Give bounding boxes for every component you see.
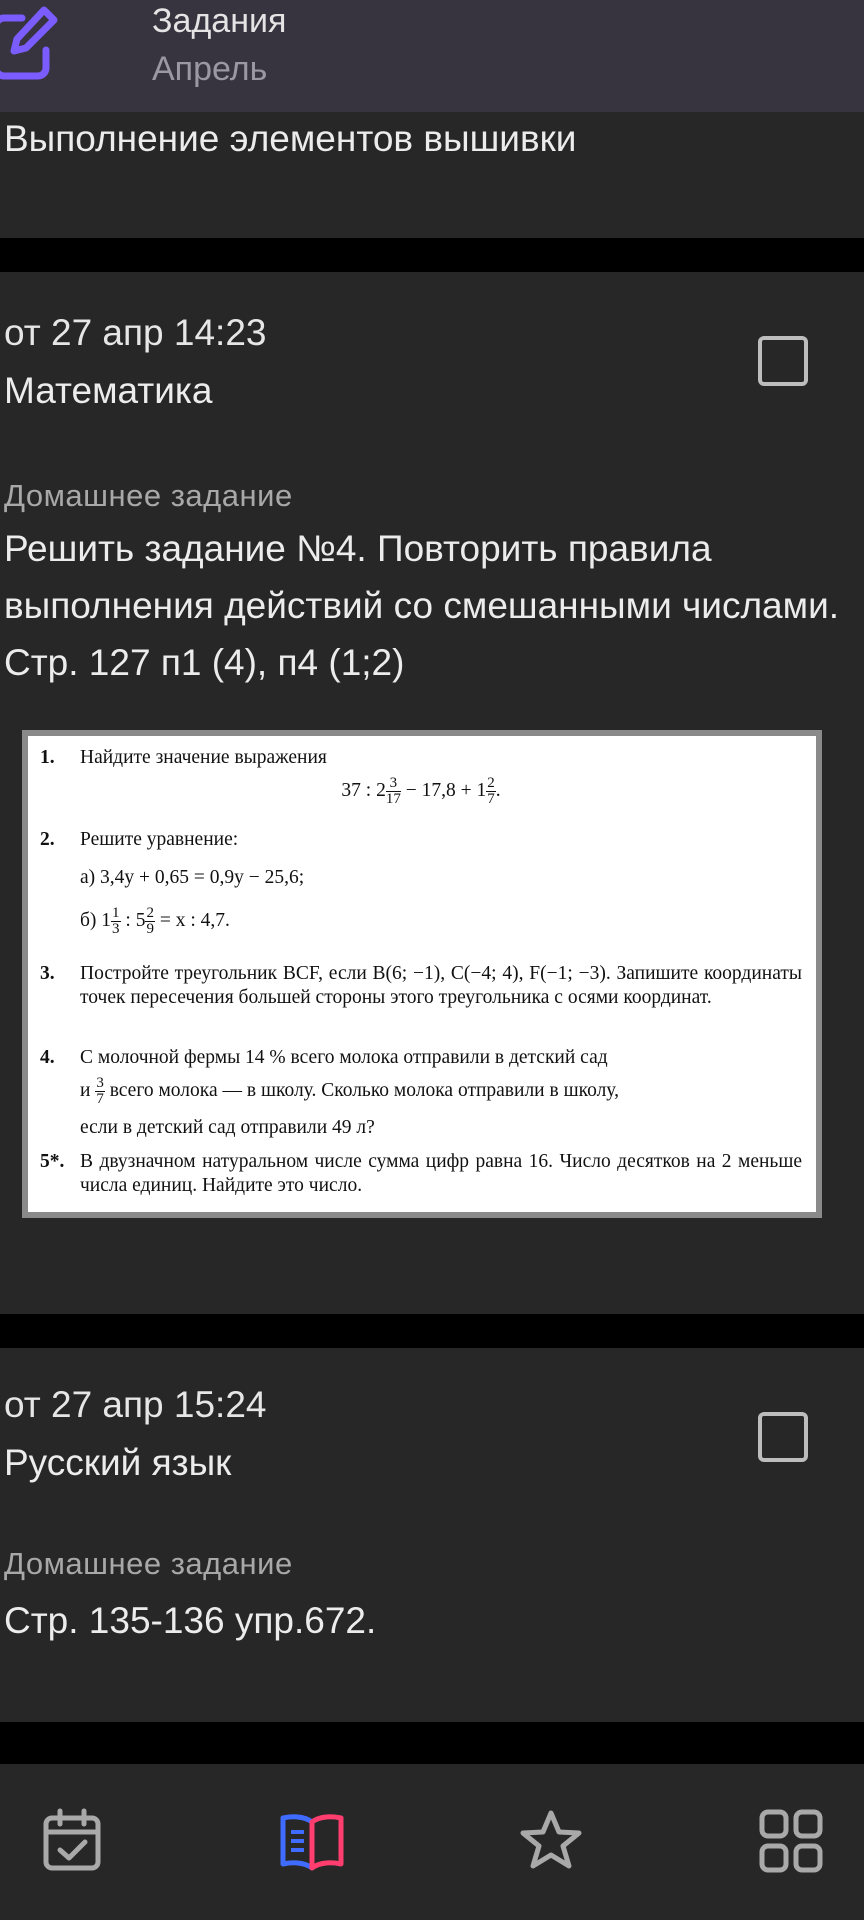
assignment-date: от 27 апр 15:24 bbox=[4, 1384, 267, 1425]
task-number: 3. bbox=[40, 963, 55, 984]
task-text: Найдите значение выражения bbox=[80, 747, 327, 768]
task-number: 4. bbox=[40, 1047, 55, 1068]
task-text: и $\frac{3}{7}$ всего молока — в школу. Сколько молока отправили в школу, bbox=[80, 1075, 619, 1107]
month-label[interactable]: Апрель bbox=[152, 50, 268, 88]
task-expression: б) 1 $\frac{1}{3}$ : 5 $\frac{2}{9}$ = x : 4,7. bbox=[80, 905, 230, 937]
homework-image[interactable] bbox=[22, 730, 822, 1218]
done-checkbox[interactable] bbox=[758, 336, 808, 386]
task-text: Решите уравнение: bbox=[80, 829, 239, 850]
calendar-check-icon[interactable] bbox=[40, 1808, 106, 1874]
assignment-subject: Математика bbox=[4, 370, 213, 411]
assignment-card-russian[interactable] bbox=[0, 1348, 864, 1722]
assignment-subject: Русский язык bbox=[4, 1442, 232, 1483]
homework-label: Домашнее задание bbox=[4, 1546, 293, 1581]
assignment-card[interactable] bbox=[0, 112, 864, 238]
bottom-navigation bbox=[0, 1764, 864, 1920]
edit-icon[interactable] bbox=[0, 4, 58, 84]
task-expression: 37 : 2 $\frac{3}{17}$ − 17,8 + 1 $\frac{2}{7}$ . bbox=[341, 775, 501, 807]
task-text: С молочной фермы 14 % всего молока отправили в детский сад bbox=[80, 1047, 608, 1068]
homework-label: Домашнее задание bbox=[4, 478, 293, 513]
task-text: если в детский сад отправили 49 л? bbox=[80, 1117, 375, 1138]
assignment-card-math[interactable] bbox=[0, 272, 864, 1314]
page-title: Задания bbox=[152, 2, 287, 40]
task-text: Постройте треугольник BCF, если B(6; −1), C(−4; 4), F(−1; −3). Запишите координаты точек пересечения большей стороны этого треугольника с осями координат. bbox=[80, 963, 802, 1008]
assignment-date: от 27 апр 14:23 bbox=[4, 312, 267, 353]
task-number: 1. bbox=[40, 747, 55, 768]
homework-text: Стр. 135-136 упр.672. bbox=[4, 1600, 377, 1641]
assignment-text: Выполнение элементов вышивки bbox=[4, 118, 577, 159]
task-text: В двузначном натуральном числе сумма цифр равна 16. Число десятков на 2 меньше числа единиц. Найдите это число. bbox=[80, 1151, 802, 1196]
task-number: 2. bbox=[40, 829, 55, 850]
star-icon[interactable] bbox=[518, 1808, 584, 1874]
homework-text: Решить задание №4. Повторить правила выполнения действий со смешанными числами. Стр. 127 п1 (4), п4 (1;2) bbox=[4, 528, 840, 683]
task-number: 5*. bbox=[40, 1151, 65, 1172]
app-header bbox=[0, 0, 864, 112]
diary-book-icon[interactable] bbox=[278, 1808, 346, 1874]
grid-icon[interactable] bbox=[758, 1808, 824, 1874]
done-checkbox[interactable] bbox=[758, 1412, 808, 1462]
task-text: а) 3,4y + 0,65 = 0,9y − 25,6; bbox=[80, 867, 305, 888]
